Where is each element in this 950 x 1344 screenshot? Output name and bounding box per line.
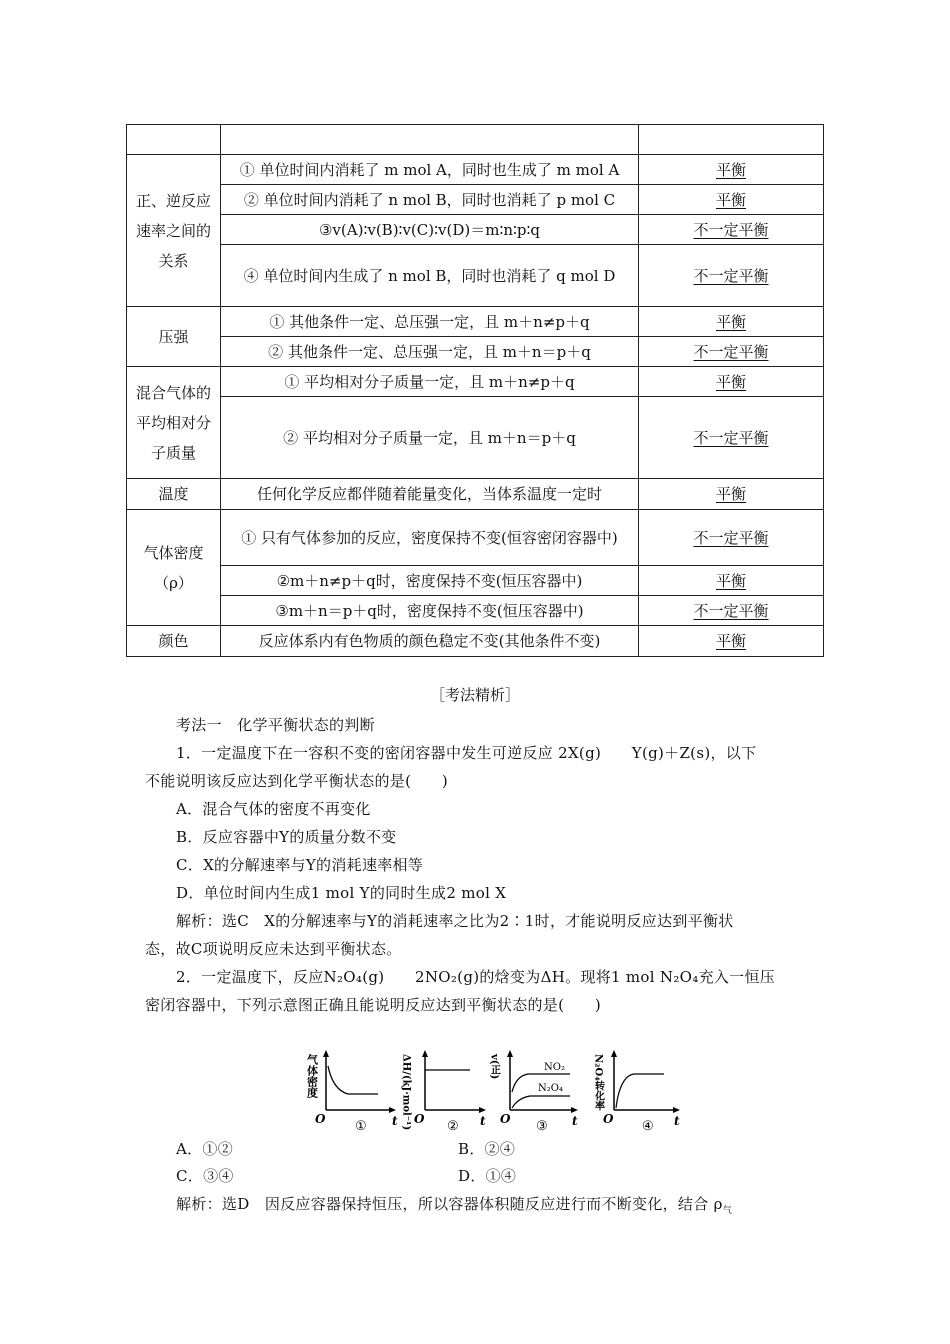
y-axis-label: N₂O₄转化率 [592,1054,604,1111]
result-cell [639,510,824,566]
result-text: 不一定平衡 [693,528,769,547]
origin-label: O [315,1112,326,1126]
result-text: 平衡 [715,485,746,503]
x-axis-label: t [674,1114,680,1128]
table-cell [639,125,824,155]
origin-label: O [500,1112,511,1126]
q2-option-a: A．①② [176,1140,234,1158]
result-text: 平衡 [715,632,746,650]
table-row [127,155,824,185]
table-row [127,397,824,479]
q2-option-c: C．③④ [176,1167,234,1185]
x-axis-label: t [572,1114,578,1128]
result-cell [639,566,824,596]
result-text: 不一定平衡 [693,428,769,447]
condition-cell: ② 平均相对分子质量一定，且 m＋n＝p＋q [221,397,639,479]
curve-label-no2: NO₂ [544,1062,565,1073]
result-text: 不一定平衡 [693,266,769,285]
result-text: 平衡 [715,571,746,590]
q2-analysis-text: 解析：选D 因反应容器保持恒压，所以容器体积随反应进行而不断变化，结合 ρ [176,1195,723,1213]
result-text: 不一定平衡 [693,220,769,239]
section-title: ［考法精析］ [429,686,520,704]
result-text: 平衡 [715,372,746,391]
table-row [127,566,824,596]
result-cell [639,245,824,307]
figure-caption: ④ [642,1119,654,1134]
table-cell [127,125,221,155]
curve-label-n2o4: N₂O₄ [538,1083,563,1094]
figure-enthalpy [398,1050,488,1134]
q1-option-d: D．单位时间内生成1 mol Y的同时生成2 mol X [176,884,507,902]
result-cell [639,367,824,397]
q2-option-d: D．①④ [458,1167,517,1185]
origin-label: O [414,1112,425,1126]
result-cell [639,626,824,657]
result-text: 不一定平衡 [693,342,769,361]
table-row [127,307,824,337]
table-row [127,510,824,566]
criterion-cell: 压强 [127,307,221,367]
q2-option-b: B．②④ [458,1140,516,1158]
table-cell [221,125,639,155]
y-axis-label: 气体密度 [305,1054,319,1098]
q2-analysis-line1 [176,1193,732,1216]
q1-stem-line2: 不能说明该反应达到化学平衡状态的是( ) [145,772,449,790]
result-cell [639,185,824,215]
figure-density [300,1050,400,1134]
condition-cell: ③m＋n＝p＋q时，密度保持不变(恒压容器中) [221,596,639,626]
table-row [127,479,824,510]
y-axis-label: v(正) [488,1054,500,1080]
table-row [127,185,824,215]
condition-cell: ① 平均相对分子质量一定，且 m＋n≠p＋q [221,367,639,397]
figure-caption: ① [355,1119,367,1134]
q2-stem-line1: 2．一定温度下，反应N₂O₄(g) 2NO₂(g)的焓变为ΔH。现将1 mol N₂O₄充入一恒压 [176,968,776,986]
origin-label: O [603,1112,614,1126]
table-row [127,367,824,397]
condition-cell: ① 只有气体参加的反应，密度保持不变(恒容密闭容器中) [221,510,639,566]
table-row [127,626,824,657]
result-text: 平衡 [715,190,746,209]
q1-option-a: A．混合气体的密度不再变化 [176,800,371,818]
q1-option-b: B．反应容器中Y的质量分数不变 [176,828,397,846]
result-cell [639,397,824,479]
condition-cell: 反应体系内有色物质的颜色稳定不变(其他条件不变) [221,626,639,657]
result-text: 不一定平衡 [693,601,769,620]
table-row [127,245,824,307]
figure-rate [488,1050,582,1134]
result-text: 平衡 [715,312,746,331]
condition-cell: ① 单位时间内消耗了 m mol A，同时也生成了 m mol A [221,155,639,185]
q1-stem-line1: 1．一定温度下在一容积不变的密闭容器中发生可逆反应 2X(g) Y(g)＋Z(s)，以下 [176,744,757,762]
q1-option-c: C．X的分解速率与Y的消耗速率相等 [176,856,424,874]
result-cell [639,596,824,626]
table-row [127,596,824,626]
result-cell [639,337,824,367]
condition-cell: ④ 单位时间内生成了 n mol B，同时也消耗了 q mol D [221,245,639,307]
criterion-cell: 气体密度（ρ） [127,510,221,626]
condition-cell: ② 单位时间内消耗了 n mol B，同时也消耗了 p mol C [221,185,639,215]
criterion-cell: 混合气体的平均相对分子质量 [127,367,221,479]
criterion-cell: 正、逆反应速率之间的关系 [127,155,221,307]
result-text: 平衡 [715,160,746,179]
figure-conversion [590,1050,686,1134]
q1-analysis-line1: 解析：选C X的分解速率与Y的消耗速率之比为2∶1时，才能说明反应达到平衡状 [176,912,734,930]
y-axis-label: ΔH/(kJ·mol⁻¹) [400,1054,412,1131]
table-row [127,125,824,155]
criterion-cell: 颜色 [127,626,221,657]
result-cell [639,155,824,185]
equilibrium-criteria-table [126,124,824,657]
method-title: 考法一 化学平衡状态的判断 [176,716,375,734]
condition-cell: ① 其他条件一定、总压强一定，且 m＋n≠p＋q [221,307,639,337]
condition-cell: ②m＋n≠p＋q时，密度保持不变(恒压容器中) [221,566,639,596]
table-row [127,337,824,367]
condition-cell: ② 其他条件一定、总压强一定，且 m＋n＝p＋q [221,337,639,367]
x-axis-label: t [392,1114,398,1128]
x-axis-label: t [480,1114,486,1128]
result-cell [639,307,824,337]
table-row [127,215,824,245]
condition-cell: ③v(A)∶v(B)∶v(C)∶v(D)＝m∶n∶p∶q [221,215,639,245]
q1-analysis-line2: 态，故C项说明反应未达到平衡状态。 [145,940,402,958]
result-cell [639,479,824,510]
figure-caption: ③ [536,1119,548,1134]
result-cell [639,215,824,245]
figure-caption: ② [447,1119,459,1134]
condition-cell: 任何化学反应都伴随着能量变化，当体系温度一定时 [221,479,639,510]
criterion-cell: 温度 [127,479,221,510]
q2-stem-line2: 密闭容器中，下列示意图正确且能说明反应达到平衡状态的是( ) [145,996,602,1014]
q2-analysis-subscript: 气 [722,1206,733,1216]
